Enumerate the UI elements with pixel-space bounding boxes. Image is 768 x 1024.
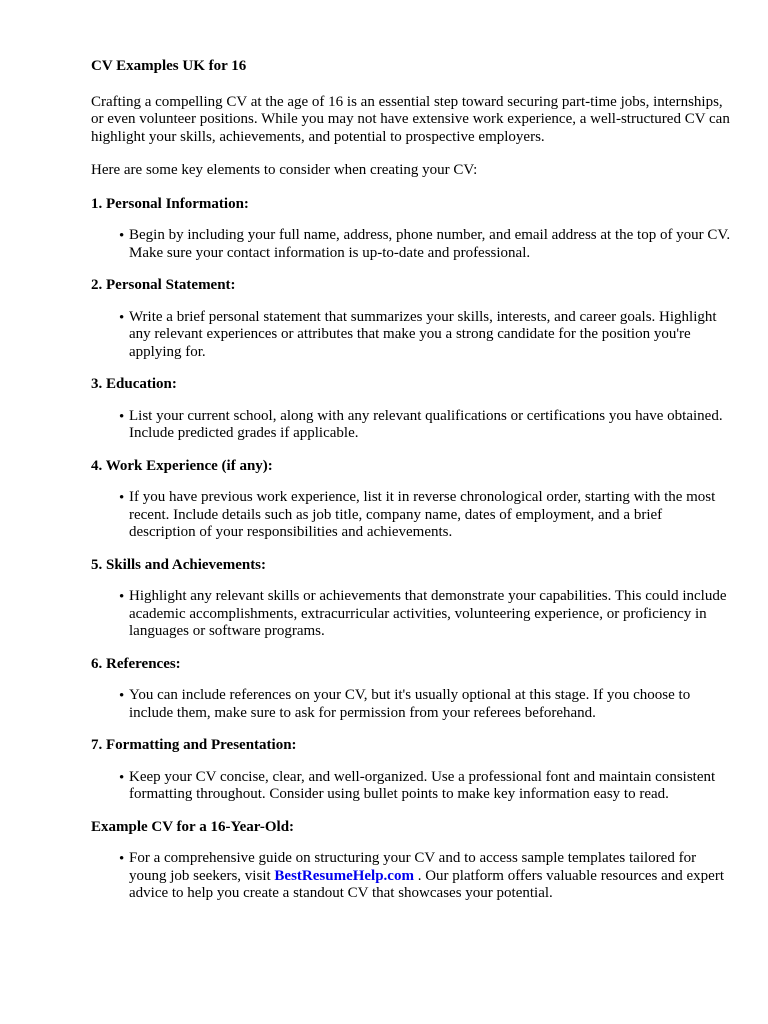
- bullet-icon: •: [119, 490, 125, 506]
- bullet-icon: •: [119, 309, 125, 326]
- bullet-text: List your current school, along with any relevant qualifications or certifications you have obtained. Include predicted grades if applicable.: [129, 407, 723, 441]
- bullet-list: [91, 408, 731, 443]
- bullet-text: Keep your CV concise, clear, and well-organized. Use a professional font and maintain consistent formatting throughout. Consider using bullet points to make key information easy to read.: [129, 768, 716, 802]
- bullet-icon: •: [119, 851, 125, 867]
- list-item: [119, 850, 731, 903]
- bullet-list: [91, 769, 731, 804]
- bullet-list: [91, 850, 731, 903]
- bullet-icon: •: [119, 589, 125, 605]
- bullet-text-after-link: . Our platform offers valuable resources and expert advice to help you create a standout CV that showcases your potential.: [129, 867, 724, 901]
- bullet-list: [91, 687, 731, 722]
- document-title: CV Examples UK for 16: [91, 58, 247, 74]
- list-item: [119, 768, 731, 804]
- section-heading-references: 6. References:: [91, 655, 181, 672]
- section-heading-example-cv: Example CV for a 16-Year-Old:: [91, 818, 295, 835]
- list-item: [119, 588, 731, 641]
- list-item: [119, 308, 731, 362]
- lead-paragraph: Here are some key elements to consider when creating your CV:: [91, 162, 478, 178]
- bullet-text: Write a brief personal statement that summarizes your skills, interests, and career goals. Highlight any relevant experiences or attributes that make you a strong candidate for the position you're applying for.: [129, 308, 717, 360]
- bestresumehelp-link[interactable]: BestResumeHelp.com: [274, 867, 414, 884]
- list-item: [119, 407, 731, 443]
- section-heading-personal-statement: 2. Personal Statement:: [91, 277, 236, 293]
- section-heading-personal-information: 1. Personal Information:: [91, 195, 249, 212]
- section-heading-work-experience: 4. Work Experience (if any):: [91, 457, 273, 474]
- bullet-text: Begin by including your full name, address, phone number, and email address at the top of your CV. Make sure your contact information is up-to-date and professional.: [129, 227, 731, 261]
- bullet-list: [91, 588, 731, 641]
- section-heading-skills-achievements: 5. Skills and Achievements:: [91, 556, 267, 573]
- section-heading-formatting-presentation: 7. Formatting and Presentation:: [91, 737, 297, 753]
- bullet-list: [91, 227, 731, 262]
- bullet-icon: •: [119, 688, 125, 704]
- document-page: [91, 58, 731, 918]
- bullet-icon: •: [119, 228, 125, 244]
- bullet-text: If you have previous work experience, list it in reverse chronological order, starting with the most recent. Include details such as job title, company name, dates of employment, and a brief description of your responsibilities and achievements.: [129, 489, 716, 540]
- bullet-text: Highlight any relevant skills or achievements that demonstrate your capabilities. This could include academic accomplishments, extracurricular activities, volunteering experience, or proficiency in languages or software programs.: [129, 588, 727, 639]
- list-item: [119, 489, 731, 542]
- section-heading-education: 3. Education:: [91, 376, 177, 392]
- bullet-text: You can include references on your CV, but it's usually optional at this stage. If you choose to include them, make sure to ask for permission from your referees beforehand.: [129, 687, 691, 721]
- bullet-list: [91, 309, 731, 362]
- bullet-icon: •: [119, 769, 125, 786]
- intro-paragraph: Crafting a compelling CV at the age of 16 is an essential step toward securing part-time jobs, internships, or even volunteer positions. While you may not have extensive work experience, a well-structured CV can highlight your skills, achievements, and potential to prospective employers.: [91, 93, 730, 145]
- bullet-text-before-link: For a comprehensive guide on structuring your CV and to access sample templates tailored for young job seekers, visit: [129, 850, 697, 884]
- bullet-list: [91, 489, 731, 542]
- list-item: [119, 687, 731, 722]
- bullet-icon: •: [119, 408, 125, 425]
- list-item: [119, 227, 731, 262]
